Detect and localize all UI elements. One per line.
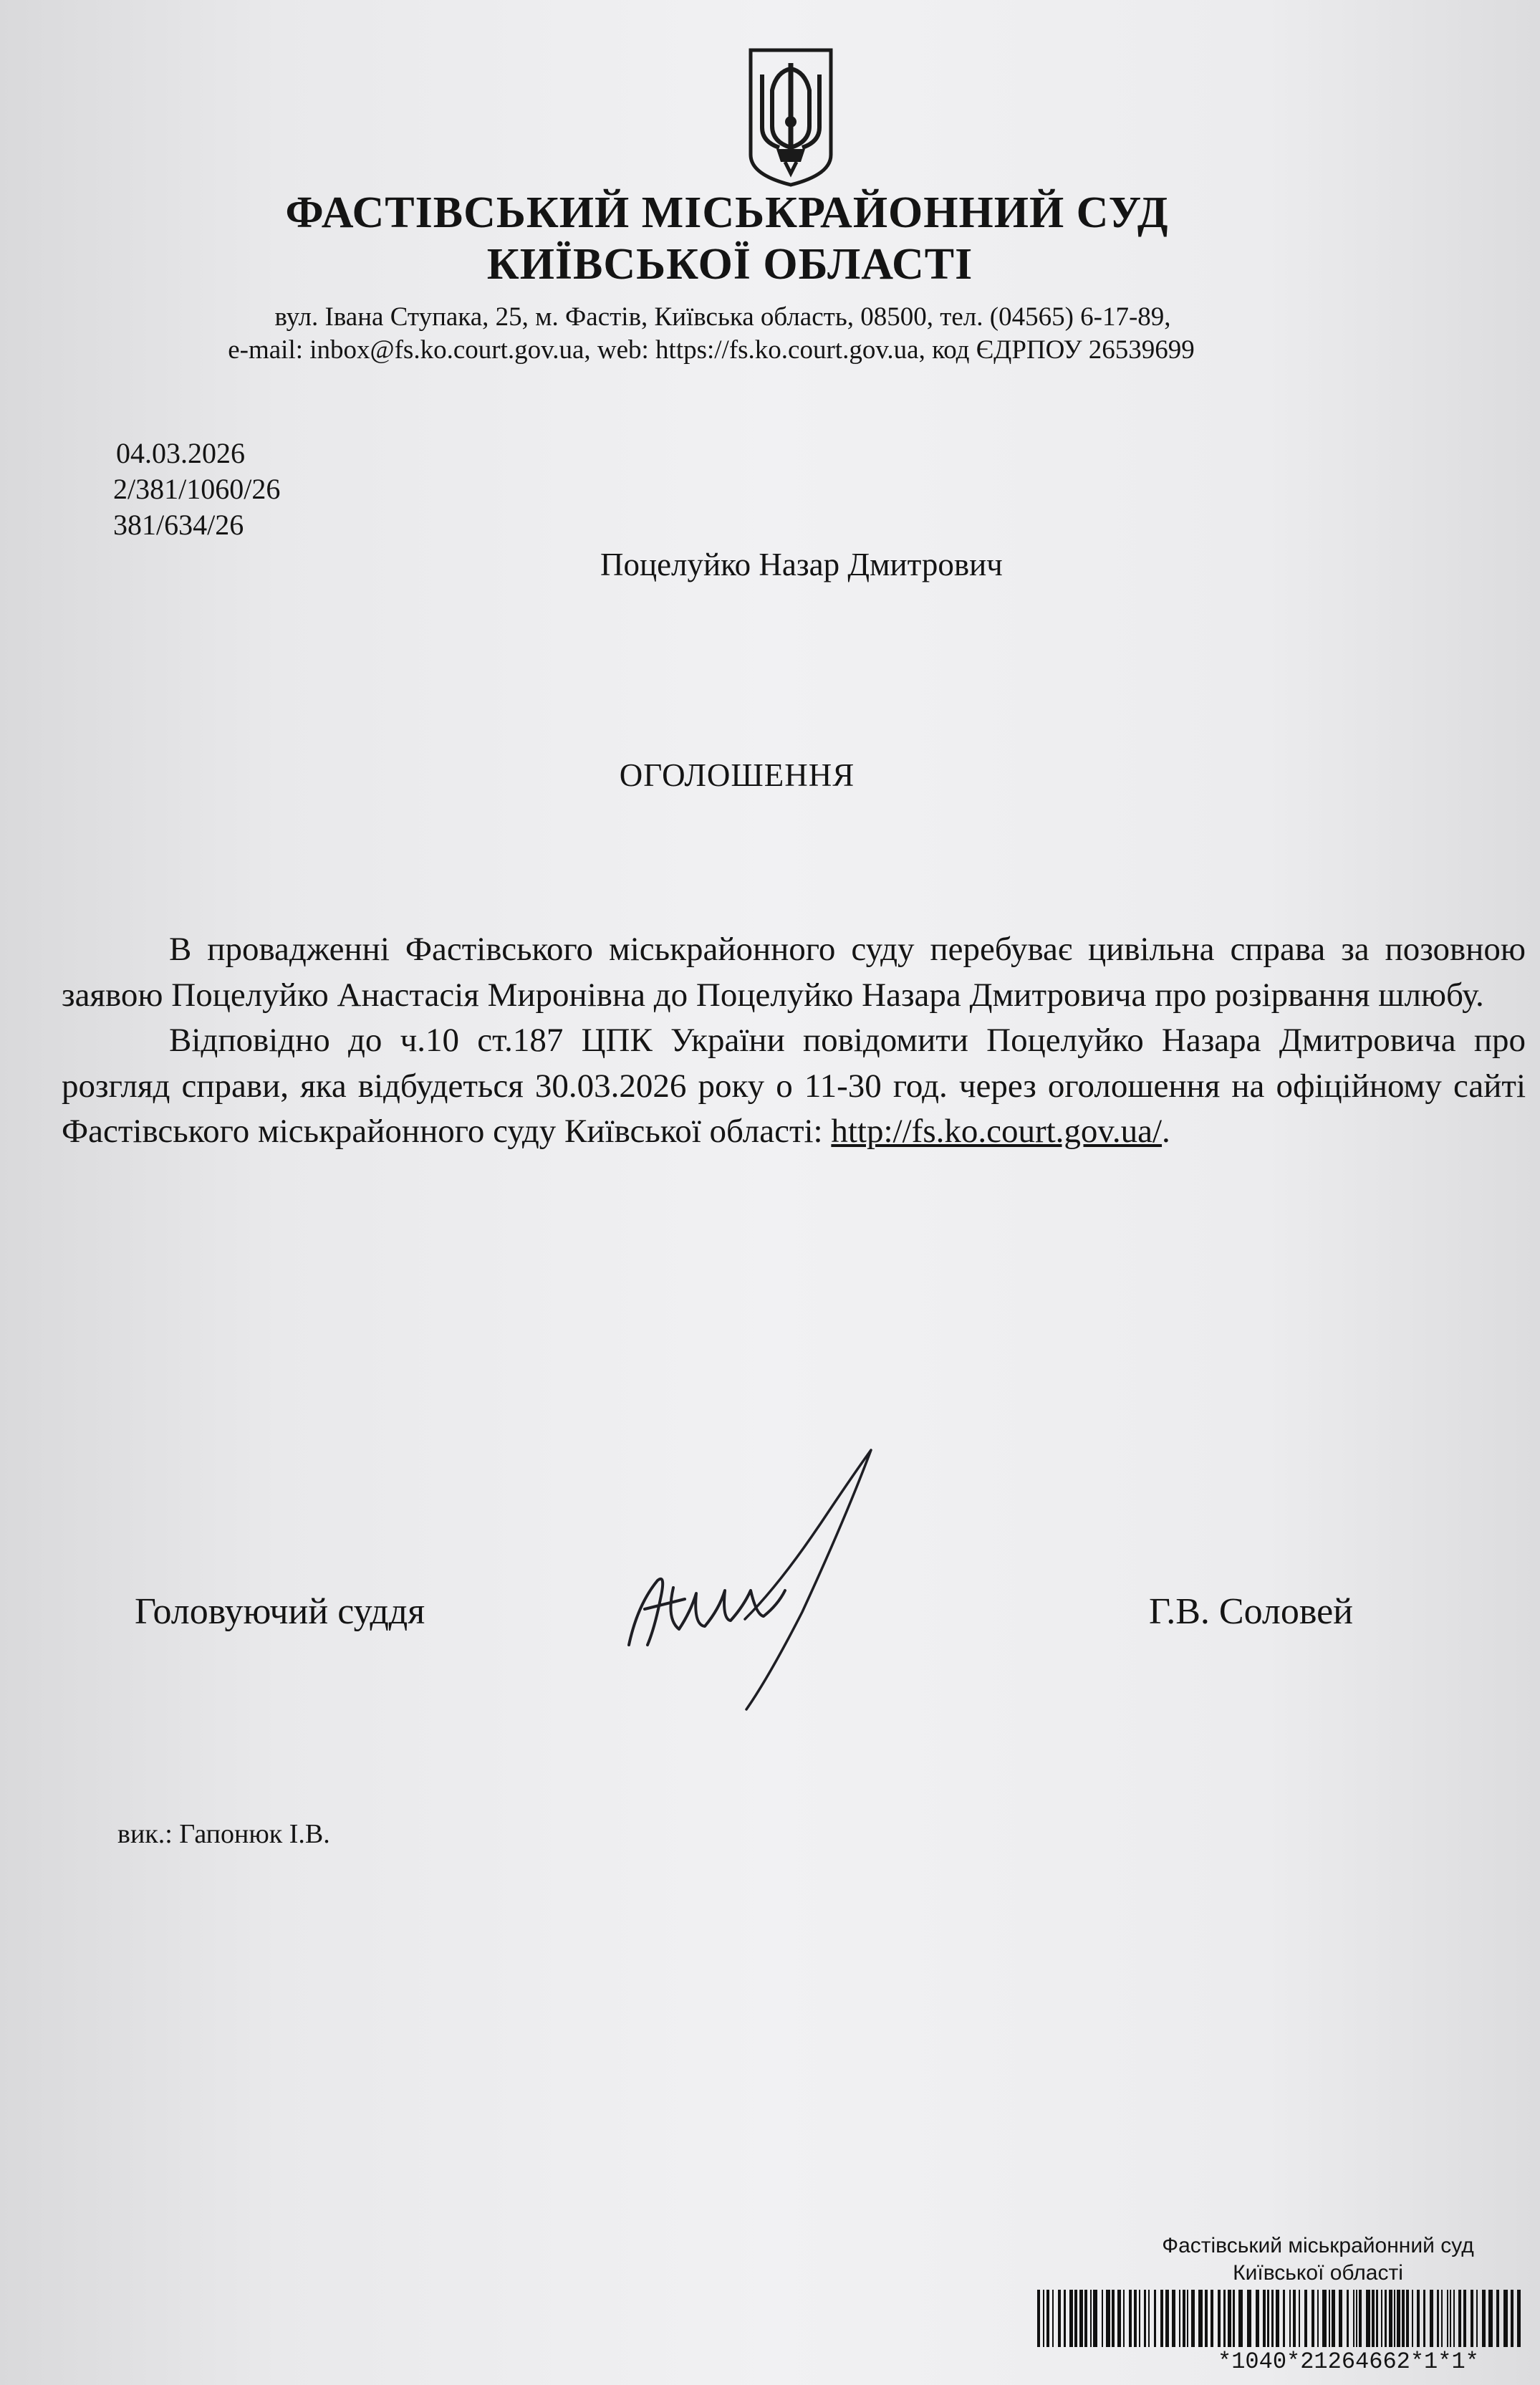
announcement-body xyxy=(62,927,1526,1155)
footer-org-line-1: Фастівський міськрайонний суд xyxy=(1162,2234,1474,2257)
registration-date: 04.03.2026 xyxy=(116,437,245,469)
court-name-line-2: КИЇВСЬКОЇ ОБЛАСТІ xyxy=(486,240,973,289)
executor: вик.: Гапонюк І.В. xyxy=(117,1819,330,1849)
court-name-line-1: ФАСТІВСЬКИЙ МІСЬКРАЙОННИЙ СУД xyxy=(285,188,1169,237)
court-contact-line-2: e-mail: inbox@fs.ko.court.gov.ua, web: https://fs.ko.court.gov.ua, код ЄДРПОУ 26539699 xyxy=(228,335,1195,365)
document-title: ОГОЛОШЕННЯ xyxy=(619,757,855,793)
paragraph-2 xyxy=(62,1018,1526,1155)
barcode xyxy=(1034,2290,1521,2347)
footer-org-line-2: Київської області xyxy=(1233,2261,1403,2285)
registration-number-1: 2/381/1060/26 xyxy=(113,473,281,505)
paragraph-1: В провадженні Фастівського міськрайонного суду перебуває цивільна справа за позовною заявою Поцелуйко Анастасія Миронівна до Поцелуйко Назара Дмитровича про розірвання шлюбу. xyxy=(62,931,1526,1014)
paragraph-2-end: . xyxy=(1162,1113,1170,1150)
handwritten-signature xyxy=(616,1440,988,1727)
judge-name: Г.В. Соловей xyxy=(1149,1591,1353,1632)
registration-number-2: 381/634/26 xyxy=(113,509,244,541)
coat-of-arms-icon xyxy=(748,47,834,188)
barcode-text: *1040*21264662*1*1* xyxy=(1218,2348,1479,2375)
addressee: Поцелуйко Назар Дмитрович xyxy=(600,547,1003,582)
court-website-link[interactable]: http://fs.ko.court.gov.ua/ xyxy=(831,1113,1163,1150)
judge-title: Головуючий суддя xyxy=(135,1591,425,1632)
court-contact-line-1: вул. Івана Ступака, 25, м. Фастів, Київська область, 08500, тел. (04565) 6-17-89, xyxy=(274,302,1171,332)
paragraph-2-text: Відповідно до ч.10 ст.187 ЦПК України повідомити Поцелуйко Назара Дмитровича про розгляд справи, яка відбудеться 30.03.2026 року о 11-30 год. через оголошення на офіційному сайті Фастівського міськрайонного суду Київської області: xyxy=(62,1022,1526,1150)
